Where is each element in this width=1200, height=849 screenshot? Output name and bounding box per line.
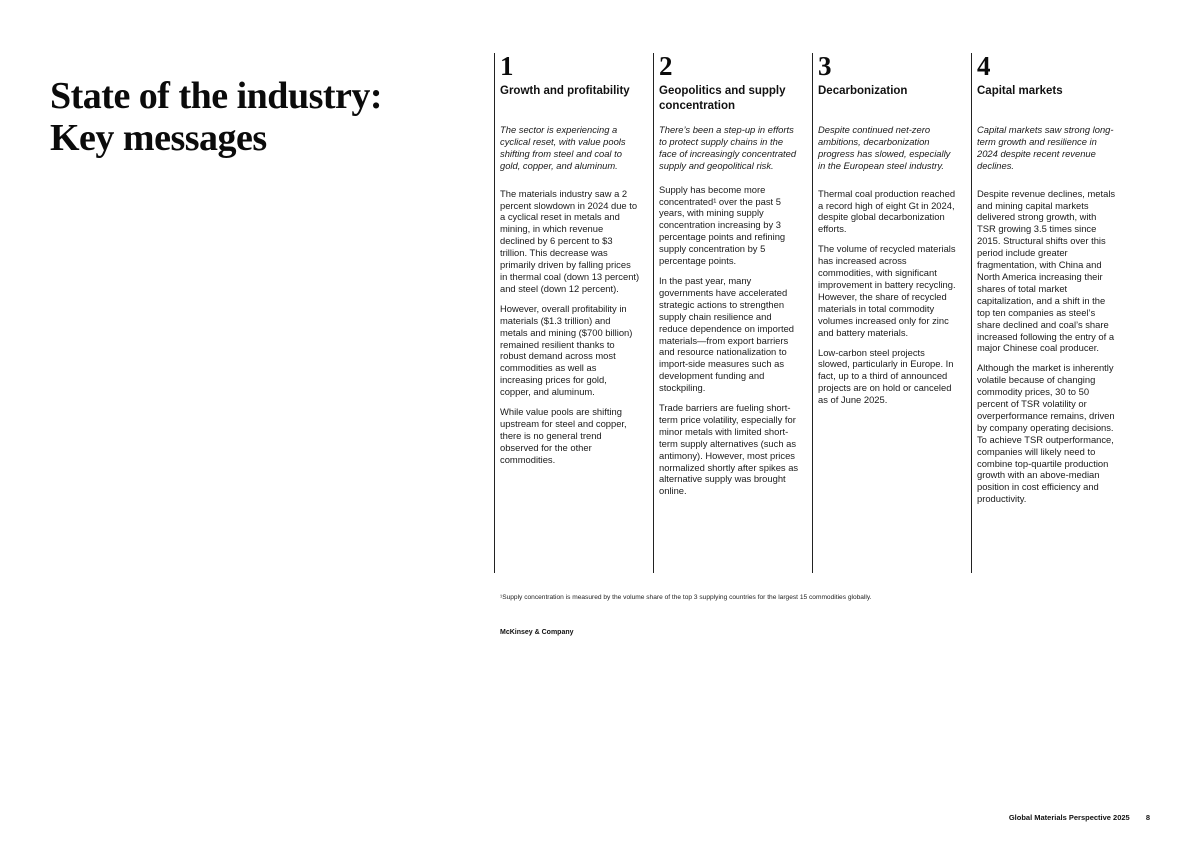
column-paragraph: Although the market is inherently volatile because of changing commodity prices, 30 to 50 percent of TSR volatility or overperformance remains, driven by company operating decisions. To achieve TSR outperformance, companies will likely need to combine top-quartile production growth with an above-median position in cost efficiency and productivity.: [977, 362, 1115, 505]
page-title-line-2: Key messages: [50, 117, 267, 160]
column-growth-and-profitability: [494, 53, 640, 573]
column-body: [500, 124, 640, 466]
column-paragraph: The materials industry saw a 2 percent slowdown in 2024 due to a cyclical reset in metals and mining, in which revenue declined by 6 percent to $3 trillion. This decrease was primarily driven by falling prices in thermal coal (down 13 percent) and steel (down 12 percent).: [500, 187, 640, 294]
column-heading: Growth and profitability: [500, 85, 630, 97]
column-number: 2: [659, 51, 673, 81]
column-paragraph: Thermal coal production reached a record high of eight Gt in 2024, despite global decarbonization efforts.: [818, 187, 956, 235]
column-heading: Capital markets: [977, 85, 1063, 97]
brand-logo-text: McKinsey & Company: [500, 629, 574, 636]
column-number: 1: [500, 51, 514, 81]
page-number: 8: [1145, 813, 1150, 822]
column-lead: Despite continued net-zero ambitions, decarbonization progress has slowed, especially in the European steel industry.: [818, 124, 951, 171]
page-title-line-1: State of the industry:: [50, 75, 383, 118]
column-body: [659, 124, 799, 497]
key-messages-columns: [494, 53, 1134, 573]
column-paragraph: However, overall profitability in materials ($1.3 trillion) and metals and mining ($700 billion) remained resilient thanks to robust demand across most commodities as well as increasing prices for gold, copper, and aluminum.: [500, 302, 633, 398]
column-number: 4: [977, 51, 991, 81]
column-heading: Geopolitics and supply concentration: [659, 85, 786, 112]
column-paragraph: The volume of recycled materials has increased across commodities, with significant improvement in battery recycling. However, the share of recycled materials in total commodity volumes increased only for zinc and battery materials.: [818, 243, 956, 338]
column-lead: Capital markets saw strong long-term growth and resilience in 2024 despite recent revenue declines.: [977, 124, 1114, 171]
column-paragraph: Supply has become more concentrated¹ over the past 5 years, with mining supply concentration increasing by 3 percentage points and refining supply concentration by 5 percentage points.: [659, 183, 786, 267]
page-footer: [1009, 813, 1150, 822]
column-lead: The sector is experiencing a cyclical reset, with value pools shifting from steel and coal to gold, copper, and aluminum.: [500, 124, 626, 171]
column-paragraph: Despite revenue declines, metals and mining capital markets delivered strong growth, with TSR growing 3.5 times since 2015. Structural shifts over this period include greater fragmentation, with China and North America increasing their shares of total market capitalization, and a shift in the top ten companies as steel’s share declined and coal’s share increased following the entry of a major Chinese coal producer.: [977, 187, 1116, 354]
column-decarbonization: [812, 53, 958, 573]
column-number: 3: [818, 51, 832, 81]
column-body: [818, 124, 958, 406]
column-paragraph: In the past year, many governments have accelerated strategic actions to strengthen supply chain resilience and reduce dependence on imported materials—from export barriers and resource nationalization to import-side measures such as development funding and stockpiling.: [659, 274, 794, 394]
publication-title: Global Materials Perspective 2025: [1008, 813, 1130, 822]
column-lead: There’s been a step-up in efforts to protect supply chains in the face of increasingly concentrated supply and geopolitical risk.: [659, 124, 797, 171]
column-capital-markets: [971, 53, 1117, 573]
column-paragraph: Trade barriers are fueling short-term price volatility, especially for minor metals with limited short-term supply alternatives (such as antimony). However, most prices normalized shortly after spikes as alternative supply was brought online.: [659, 402, 799, 497]
column-geopolitics-and-supply-concentration: [653, 53, 799, 573]
column-body: [977, 124, 1117, 505]
column-paragraph: Low-carbon steel projects slowed, particularly in Europe. In fact, up to a third of announced projects are on hold or canceled as of June 2025.: [818, 346, 954, 406]
page-title: [50, 75, 450, 159]
column-paragraph: While value pools are shifting upstream for steel and copper, there is no general trend observed for the other commodities.: [500, 406, 627, 465]
column-heading: Decarbonization: [818, 85, 908, 97]
footnote: ¹Supply concentration is measured by the volume share of the top 3 supplying countries for the largest 15 commodities globally.: [500, 594, 872, 601]
